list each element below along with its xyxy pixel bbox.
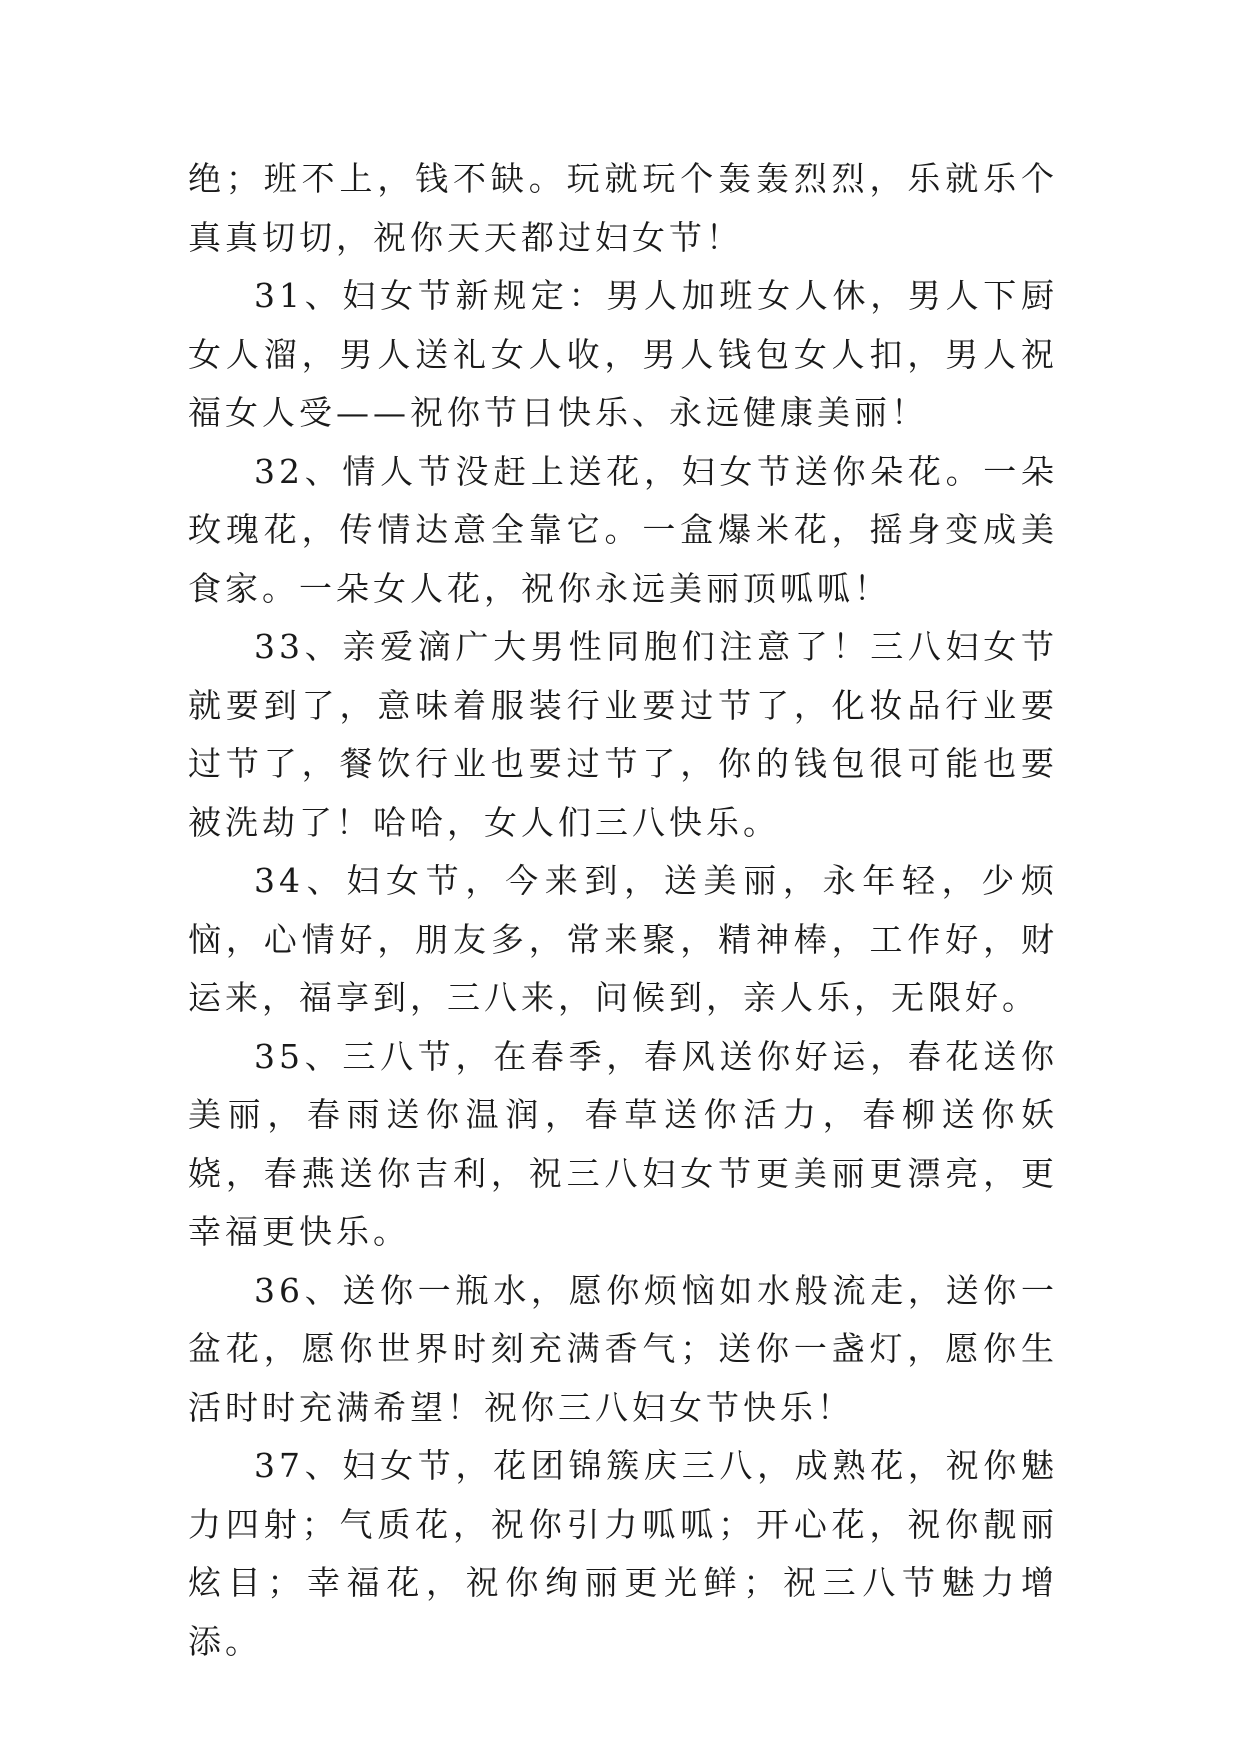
paragraph-37: 37、妇女节，花团锦簇庆三八，成熟花，祝你魅力四射；气质花，祝你引力呱呱；开心花，祝你靓丽炫目；幸福花，祝你绚丽更光鲜；祝三八节魅力增添。 [188,1446,1058,1661]
paragraph-32: 32、情人节没赶上送花，妇女节送你朵花。一朵玫瑰花，传情达意全靠它。一盒爆米花，摇身变成美食家。一朵女人花，祝你永远美丽顶呱呱！ [188,451,1058,608]
paragraph-33: 33、亲爱滴广大男性同胞们注意了！三八妇女节就要到了，意味着服装行业要过节了，化妆品行业要过节了，餐饮行业也要过节了，你的钱包很可能也要被洗劫了！哈哈，女人们三八快乐。 [188,627,1058,842]
paragraph-36: 36、送你一瓶水，愿你烦恼如水般流走，送你一盆花，愿你世界时刻充满香气；送你一盏灯，愿你生活时时充满希望！祝你三八妇女节快乐！ [188,1270,1058,1427]
paragraph-31: 31、妇女节新规定：男人加班女人休，男人下厨女人溜，男人送礼女人收，男人钱包女人扣，男人祝福女人受——祝你节日快乐、永远健康美丽！ [188,276,1058,432]
paragraph-continuation: 绝；班不上，钱不缺。玩就玩个轰轰烈烈，乐就乐个真真切切，祝你天天都过妇女节！ [188,159,1058,257]
paragraph-35: 35、三八节，在春季，春风送你好运，春花送你美丽，春雨送你温润，春草送你活力，春柳送你妖娆，春燕送你吉利，祝三八妇女节更美丽更漂亮，更幸福更快乐。 [188,1036,1058,1251]
paragraph-34: 34、妇女节，今来到，送美丽，永年轻，少烦恼，心情好，朋友多，常来聚，精神棒，工作好，财运来，福享到，三八来，问候到，亲人乐，无限好。 [188,861,1058,1017]
document-body [188,150,1058,1671]
